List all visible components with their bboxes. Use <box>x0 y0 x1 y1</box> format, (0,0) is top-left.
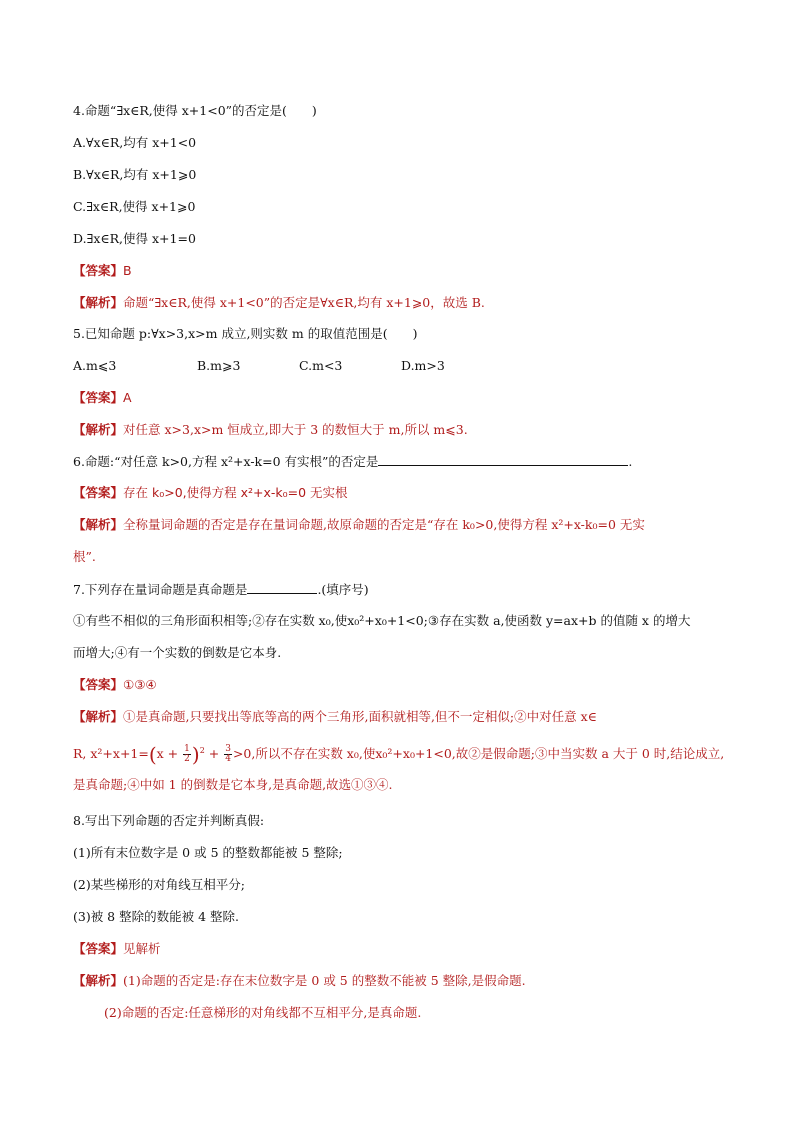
q8-analysis <box>73 972 526 990</box>
right-paren: ) <box>191 742 200 767</box>
q7-plus: + <box>204 746 224 762</box>
q8-answer <box>73 940 161 958</box>
q7-line1: ①有些不相似的三角形面积相等;②存在实数 x₀,使x₀²+x₀+1<0;③存在实数 a,使函数 y=ax+b 的值随 x 的增大 <box>73 613 691 628</box>
q7-analysis-line3: 是真命题;④中如 1 的倒数是它本身,是真命题,故选①③④. <box>73 777 393 792</box>
q6-stem-text: 6.命题:“对任意 k>0,方程 x²+x-k=0 有实根”的否定是 <box>73 454 379 469</box>
answer-tag: 【答案】 <box>73 941 124 956</box>
q5-option-a: A.m⩽3 <box>73 358 117 373</box>
q5-stem: 5.已知命题 p:∀x>3,x>m 成立,则实数 m 的取值范围是( ) <box>73 326 418 341</box>
answer-tag: 【答案】 <box>73 263 124 278</box>
q6-stem-end: . <box>628 454 633 469</box>
q8-analysis-1: (1)命题的否定是:存在末位数字是 0 或 5 的整数不能被 5 整除,是假命题. <box>123 973 526 988</box>
square-exponent: 2 <box>199 746 205 755</box>
q6-answer <box>73 484 348 502</box>
answer-tag: 【答案】 <box>73 677 124 692</box>
left-paren: ( <box>148 742 157 767</box>
q8-analysis-2: (2)命题的否定:任意梯形的对角线都不互相平分,是真命题. <box>104 1005 422 1020</box>
analysis-tag: 【解析】 <box>73 422 124 437</box>
analysis-tag: 【解析】 <box>73 709 124 724</box>
q5-option-b: B.m⩾3 <box>197 358 241 373</box>
q7-answer-value: ①③④ <box>123 677 157 692</box>
q5-analysis <box>73 421 468 439</box>
q4-analysis-text: 命题“∃x∈R,使得 x+1<0”的否定是∀x∈R,均有 x+1⩾0，故选 B. <box>123 295 485 310</box>
q6-analysis-line1: 全称量词命题的否定是存在量词命题,故原命题的否定是“存在 k₀>0,使得方程 x²+x-k₀=0 无实 <box>123 517 645 532</box>
q5-answer-value: A <box>123 390 132 405</box>
q7-analysis-line2 <box>73 738 724 767</box>
q7-stem <box>73 580 369 599</box>
q6-stem <box>73 452 632 471</box>
q4-analysis <box>73 294 485 312</box>
q6-answer-value: 存在 k₀>0,使得方程 x²+x-k₀=0 无实根 <box>123 485 348 500</box>
q7-answer <box>73 676 157 694</box>
q5-answer <box>73 389 132 407</box>
q4-option-a: A.∀x∈R,均有 x+1<0 <box>73 135 197 150</box>
q5-analysis-text: 对任意 x>3,x>m 恒成立,即大于 3 的数恒大于 m,所以 m⩽3. <box>123 422 468 437</box>
q5-option-c: C.m<3 <box>299 358 343 373</box>
fraction-one-half: $\frac{1}{2}$ <box>184 744 190 765</box>
q8-item-1: (1)所有末位数字是 0 或 5 的整数都能被 5 整除; <box>73 845 343 860</box>
q7-analysis <box>73 708 597 726</box>
answer-tag: 【答案】 <box>73 485 124 500</box>
q4-option-d: D.∃x∈R,使得 x+1=0 <box>73 231 196 246</box>
q5-option-d: D.m>3 <box>401 358 445 373</box>
q7-analysis-line2-a: R, x²+x+1= <box>73 746 149 762</box>
q8-answer-value: 见解析 <box>123 941 161 956</box>
q7-line2: 而增大;④有一个实数的倒数是它本身. <box>73 645 282 660</box>
q7-analysis-line1: ①是真命题,只要找出等底等高的两个三角形,面积就相等,但不一定相似;②中对任意 x∈ <box>123 709 597 724</box>
fraction-three-quarters: $\frac{3}{4}$ <box>225 744 231 765</box>
q5-options <box>73 357 503 375</box>
q8-stem: 8.写出下列命题的否定并判断真假: <box>73 813 265 828</box>
q7-formula-x: x + <box>156 746 183 762</box>
q6-analysis-line2: 根”. <box>73 549 96 564</box>
q4-option-b: B.∀x∈R,均有 x+1⩾0 <box>73 167 197 182</box>
q7-analysis-line2-b: >0,所以不存在实数 x₀,使x₀²+x₀+1<0,故②是假命题;③中当实数 a 大于 0 时,结论成立, <box>232 746 725 762</box>
q4-answer <box>73 262 132 280</box>
q8-item-3: (3)被 8 整除的数能被 4 整除. <box>73 909 239 924</box>
q7-stem-text: 7.下列存在量词命题是真命题是 <box>73 582 248 597</box>
q7-stem-end: .(填序号) <box>317 582 369 597</box>
q7-answer-blank[interactable] <box>247 580 317 594</box>
q4-answer-value: B <box>123 263 132 278</box>
q4-stem: 4.命题“∃x∈R,使得 x+1<0”的否定是( ) <box>73 103 317 118</box>
q8-item-2: (2)某些梯形的对角线互相平分; <box>73 877 245 892</box>
answer-tag: 【答案】 <box>73 390 124 405</box>
q6-answer-blank[interactable] <box>378 452 628 466</box>
q4-option-c: C.∃x∈R,使得 x+1⩾0 <box>73 199 196 214</box>
q6-analysis <box>73 516 645 534</box>
analysis-tag: 【解析】 <box>73 517 124 532</box>
analysis-tag: 【解析】 <box>73 295 124 310</box>
analysis-tag: 【解析】 <box>73 973 124 988</box>
